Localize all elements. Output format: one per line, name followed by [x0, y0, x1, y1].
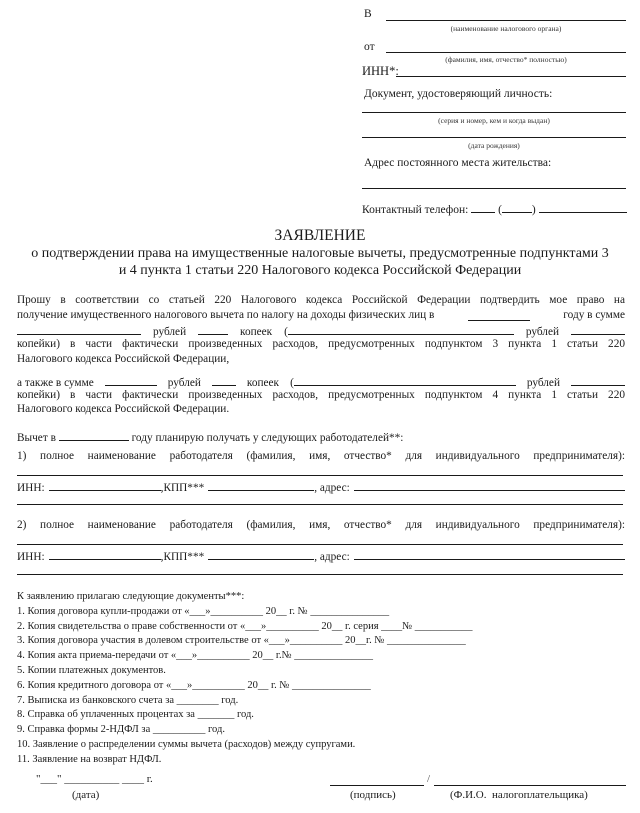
- sum1-words-field[interactable]: [288, 323, 514, 335]
- employer-2-address-field-2[interactable]: [17, 574, 623, 575]
- sum1-words-kopecks-field[interactable]: [571, 323, 625, 335]
- employer-1-details: [17, 479, 625, 494]
- request-text: получение имущественного налогового вычета по налогу на доходы физических лиц в: [17, 309, 435, 321]
- sum2-line: [17, 374, 625, 389]
- phone-row: [362, 201, 627, 216]
- date-caption: (дата): [72, 789, 100, 801]
- employer-2-kpp-label: ,КПП***: [160, 551, 205, 563]
- deduction-plan-year-field[interactable]: [59, 429, 129, 441]
- deduction-employers-line: [17, 429, 625, 444]
- employer-1-address-label: , адрес:: [314, 482, 350, 494]
- employer-2-name-label: 2) полное наименование работодателя (фамилия, имя, отчество* для индивидуального предпринимателя):: [17, 519, 625, 531]
- full-name-field[interactable]: [386, 52, 626, 53]
- signature-field[interactable]: [330, 785, 424, 786]
- attached-documents: [17, 590, 473, 768]
- employer-1-name-field[interactable]: [17, 475, 623, 476]
- id-document-field[interactable]: [362, 112, 626, 113]
- sum2-label: а также в сумме: [17, 377, 94, 389]
- employer-1-inn-field[interactable]: [49, 479, 161, 491]
- employer-2-inn-label: ИНН:: [17, 551, 45, 563]
- document-item: 7. Выписка из банковского счета за ________ год.: [17, 694, 239, 706]
- documents-intro: К заявлению прилагаю следующие документы***:: [17, 591, 245, 602]
- address-field[interactable]: [362, 188, 626, 189]
- employer-2-kpp-field[interactable]: [208, 548, 314, 560]
- tax-authority-field[interactable]: [386, 20, 626, 21]
- document-item: 6. Копия кредитного договора от «___»__________ 20__ г. № _______________: [17, 679, 371, 691]
- phone-number-field[interactable]: [539, 201, 627, 213]
- inn-field[interactable]: [396, 76, 626, 77]
- request-line-3: [17, 323, 625, 338]
- inn-label: ИНН*:: [362, 64, 399, 78]
- document-item: 1. Копия договора купли-продажи от «___»__________ 20__ г. № _______________: [17, 605, 390, 617]
- document-item: 4. Копия акта приема-передачи от «___»__________ 20__ г.№ _______________: [17, 650, 374, 662]
- sum2-line-3: Налогового кодекса Российской Федерации.: [17, 403, 230, 415]
- employer-2-address-label: , адрес:: [314, 551, 350, 563]
- deduction-employers-label: году планирую получать у следующих работодателей**:: [131, 432, 404, 444]
- document-subtitle-line2: и 4 пункта 1 статьи 220 Налогового кодекса Российской Федерации: [118, 263, 522, 278]
- employer-1-name-label: 1) полное наименование работодателя (фамилия, имя, отчество* для индивидуального предпринимателя):: [17, 450, 625, 462]
- sum2-words-field[interactable]: [294, 374, 516, 386]
- document-item: 9. Справка формы 2-НДФЛ за __________ год.: [17, 724, 225, 736]
- signature-separator: /: [427, 773, 431, 785]
- request-line-2: [17, 309, 625, 321]
- sum2-rubles-field[interactable]: [105, 374, 157, 386]
- tax-authority-caption: (наименование налогового органа): [450, 24, 562, 33]
- document-item: 3. Копия договора участия в долевом строительстве от «___»__________ 20__г. № _______________: [17, 635, 466, 647]
- sum1-rubles-field[interactable]: [17, 323, 141, 335]
- to-label: В: [364, 8, 372, 20]
- taxpayer-name-caption: (Ф.И.О. налогоплательщика): [450, 789, 588, 801]
- document-item: 2. Копия свидетельства о праве собственности от «___»__________ 20__ г. серия ____№ ___________: [17, 620, 473, 632]
- phone-area-field[interactable]: [502, 201, 532, 213]
- phone-label: Контактный телефон:: [362, 204, 469, 216]
- signature-caption: (подпись): [350, 789, 396, 801]
- document-item: 8. Справка об уплаченных процентах за _______ год.: [17, 709, 254, 721]
- birth-date-caption: (дата рождения): [468, 141, 520, 150]
- from-label: от: [364, 41, 375, 53]
- document-subtitle-line1: о подтверждении права на имущественные налоговые вычеты, предусмотренные подпунктами 3: [31, 246, 609, 261]
- phone-country-field[interactable]: [471, 201, 495, 213]
- document-item: 10. Заявление о распределении суммы вычета (расходов) между супругами.: [17, 738, 356, 750]
- kopecks-label: копеек: [240, 326, 273, 338]
- employer-1-kpp-label: ,КПП***: [160, 482, 205, 494]
- kopecks-label: копеек: [246, 377, 280, 389]
- rubles-label: рублей: [525, 326, 560, 338]
- employer-2-address-field[interactable]: [354, 548, 625, 560]
- request-line-5: Налогового кодекса Российской Федерации,: [17, 353, 230, 365]
- document-title: ЗАЯВЛЕНИЕ: [274, 227, 366, 244]
- date-field[interactable]: "___" __________ ____ г.: [36, 773, 153, 785]
- sum2-line-2: копейки) в части фактически произведенных расходов, предусмотренных подпунктом 4 пункта 1 статьи 220: [17, 389, 625, 401]
- id-document-label: Документ, удостоверяющий личность:: [364, 88, 553, 100]
- employer-1-kpp-field[interactable]: [208, 479, 314, 491]
- phone-paren-close: ): [531, 204, 536, 216]
- sum1-kopecks-field[interactable]: [198, 323, 228, 335]
- address-label: Адрес постоянного места жительства:: [364, 157, 552, 169]
- birth-date-field[interactable]: [362, 137, 626, 138]
- paren-open: (: [284, 326, 288, 338]
- employer-2-name-field[interactable]: [17, 544, 623, 545]
- employer-1-address-field-2[interactable]: [17, 504, 623, 505]
- request-line-1: Прошу в соответствии со статьей 220 Налогового кодекса Российской Федерации подтвердить мое право на: [17, 294, 625, 306]
- employer-2-inn-field[interactable]: [49, 548, 161, 560]
- rubles-label: рублей: [152, 326, 187, 338]
- deduction-label: Вычет в: [17, 432, 56, 444]
- rubles-label: рублей: [167, 377, 201, 389]
- phone-paren-open: (: [498, 204, 502, 216]
- employer-1-address-field[interactable]: [354, 479, 625, 491]
- sum2-words-kopecks-field[interactable]: [571, 374, 625, 386]
- taxpayer-name-field[interactable]: [434, 785, 626, 786]
- id-document-caption: (серия и номер, кем и когда выдан): [438, 116, 550, 125]
- full-name-caption: (фамилия, имя, отчество* полностью): [445, 55, 567, 64]
- request-sum-label: году в сумме: [563, 309, 625, 321]
- deduction-year-field[interactable]: [468, 309, 530, 321]
- rubles-label: рублей: [526, 377, 560, 389]
- document-item: 5. Копии платежных документов.: [17, 664, 166, 676]
- sum2-kopecks-field[interactable]: [212, 374, 236, 386]
- paren-open: (: [290, 377, 294, 389]
- employer-2-details: [17, 548, 625, 563]
- employer-1-inn-label: ИНН:: [17, 482, 45, 494]
- document-item: 11. Заявление на возврат НДФЛ.: [17, 753, 162, 765]
- request-line-4: копейки) в части фактически произведенных расходов, предусмотренных подпунктом 3 пункта 1 статьи 220: [17, 338, 625, 350]
